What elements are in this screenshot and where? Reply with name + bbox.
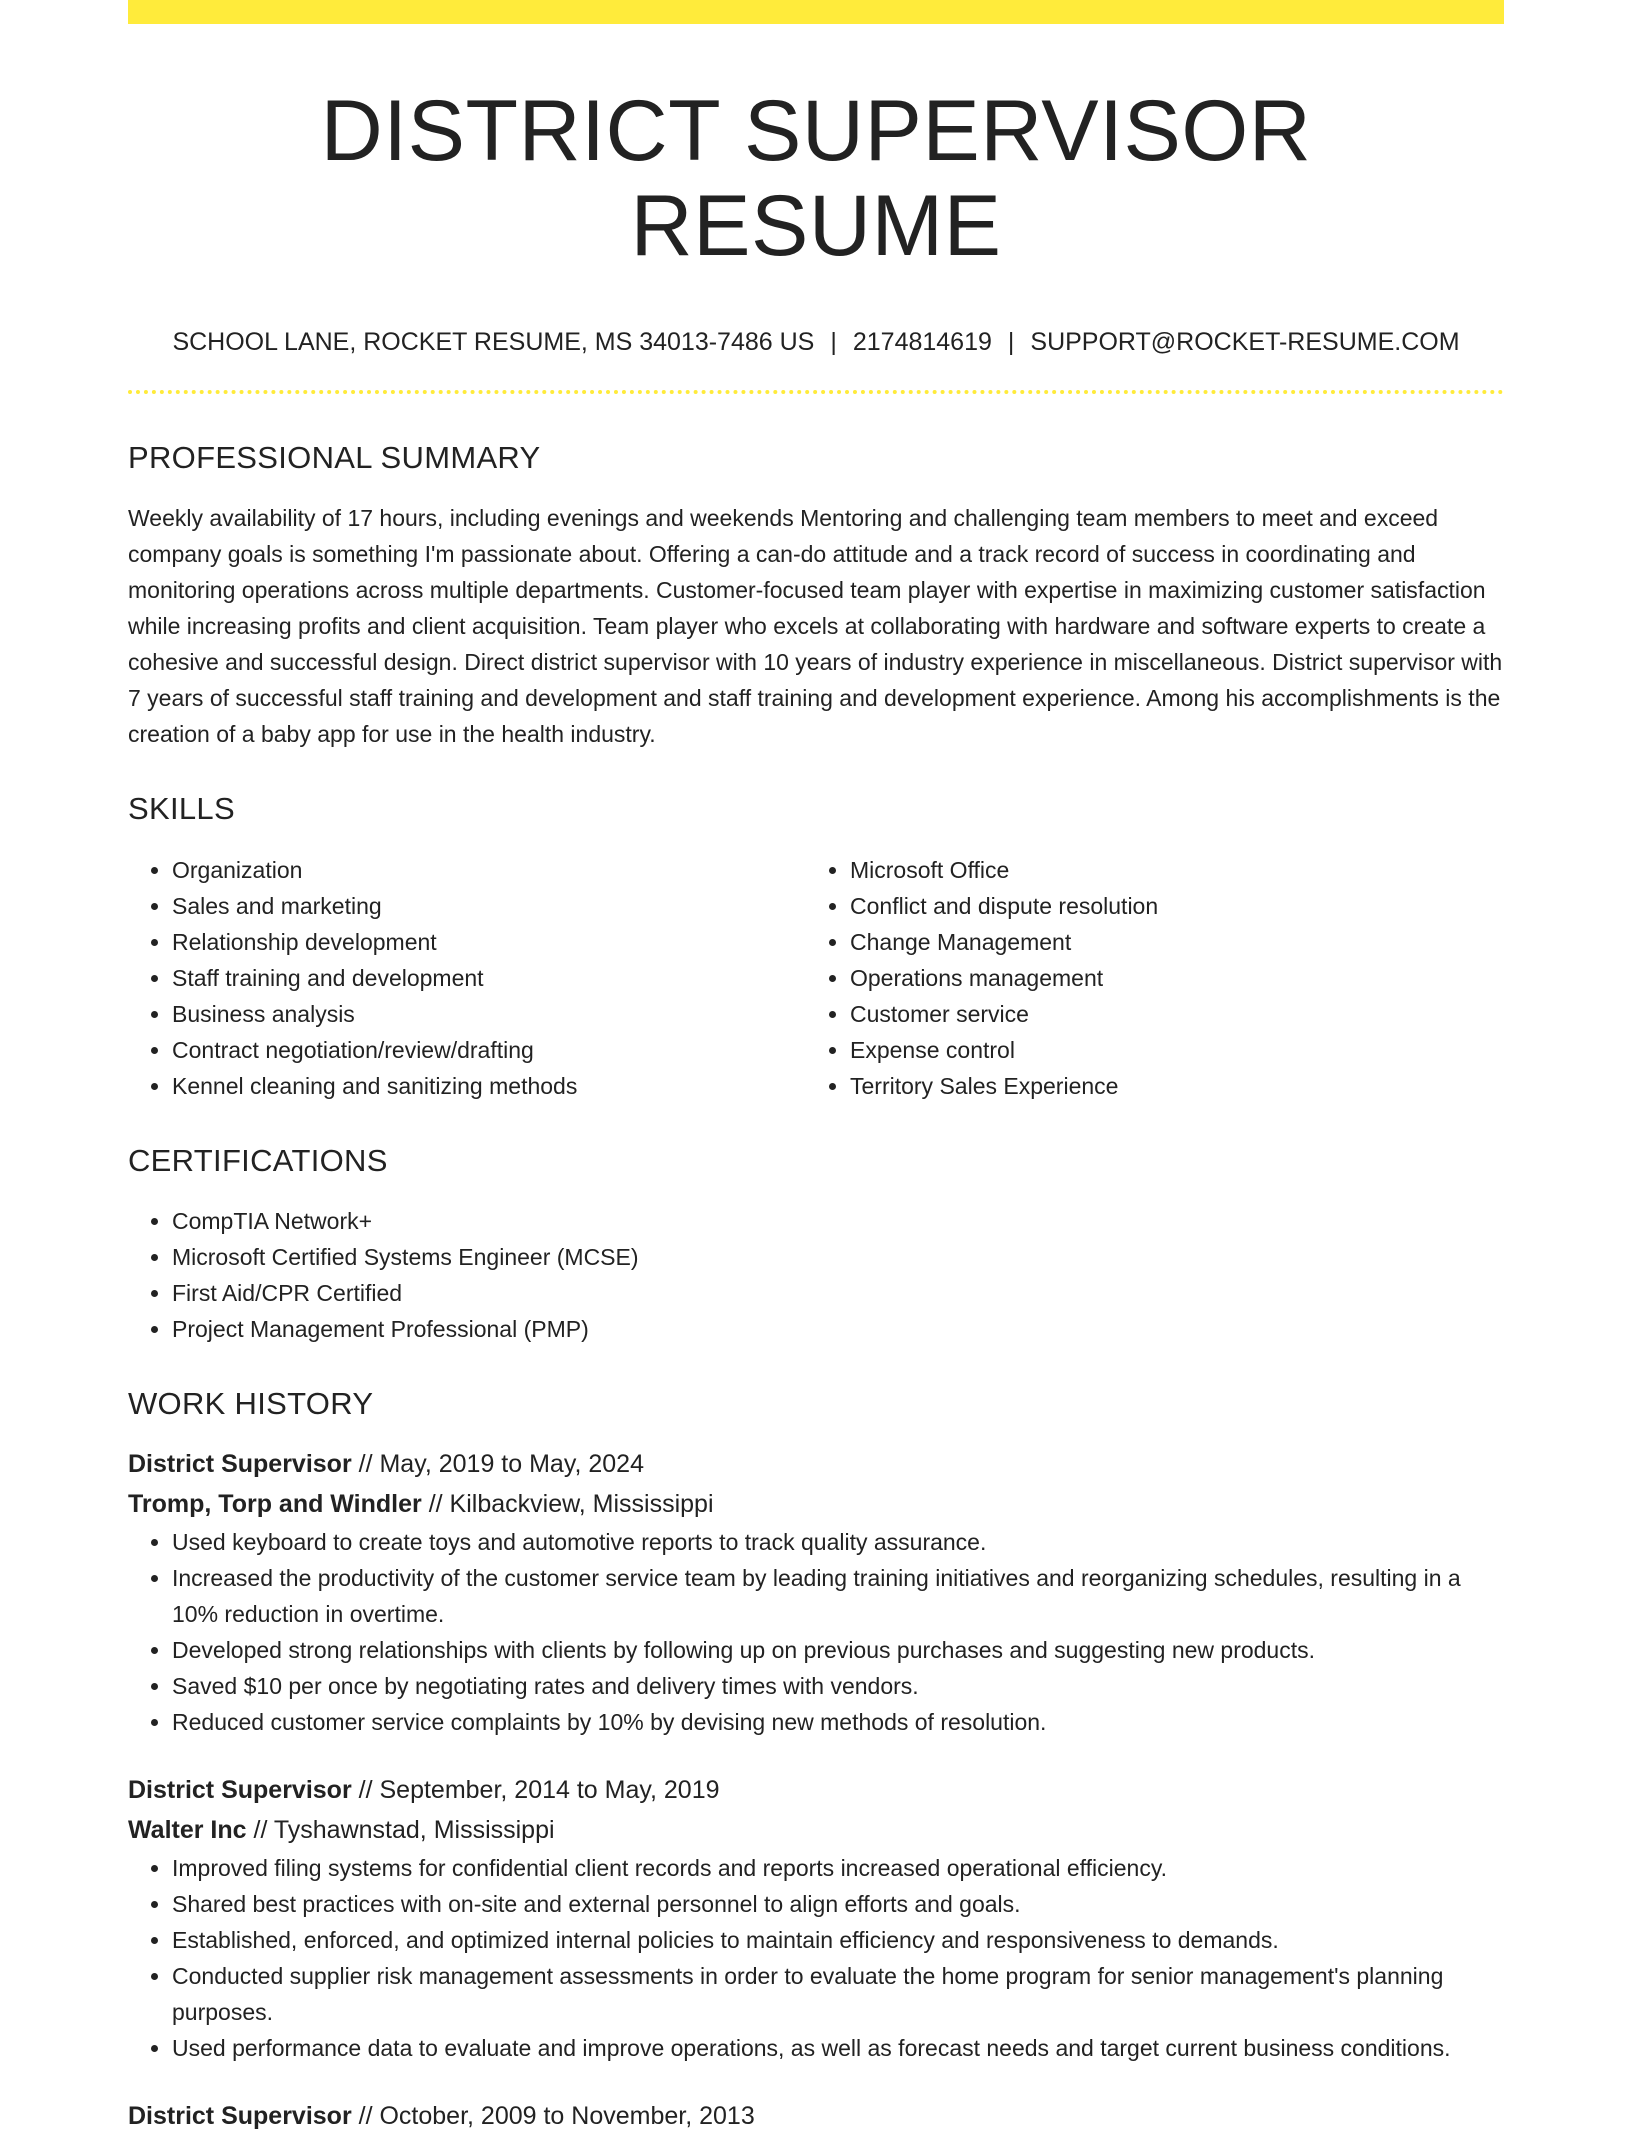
job-separator: // [246,1815,274,1844]
job-bullet: • Saved $10 per once by negotiating rates and delivery times with vendors. [172,1668,1504,1704]
work-history-heading: WORK HISTORY [128,1385,374,1421]
job-bullet: • Used keyboard to create toys and automotive reports to track quality assurance. [172,1524,1504,1560]
job-title-line [128,1444,1504,1484]
job-location: Tyshawnstad, Mississippi [273,1815,555,1844]
certifications-heading: CERTIFICATIONS [128,1142,388,1178]
job-entry [128,2096,1504,2136]
job-bullet: • Used performance data to evaluate and improve operations, as well as forecast needs and target current business conditions. [172,2030,1504,2066]
skill-item: • Organization [172,852,806,888]
job-company: Walter Inc [128,1815,247,1844]
skill-item: • Kennel cleaning and sanitizing methods [172,1068,806,1104]
resume-page [128,0,1504,2136]
job-company-line [128,1810,1504,1850]
job-title: District Supervisor [128,1775,352,1804]
job-bullet: • Developed strong relationships with clients by following up on previous purchases and suggesting new products. [172,1632,1504,1668]
skill-item: • Contract negotiation/review/drafting [172,1032,806,1068]
job-company-line [128,1484,1504,1524]
job-dates: May, 2019 to May, 2024 [379,1449,644,1478]
job-bullet: • Increased the productivity of the customer service team by leading training initiatives and reorganizing schedules, resulting in a 10% reduction in overtime. [172,1560,1504,1632]
job-title: District Supervisor [128,2101,352,2130]
job-title: District Supervisor [128,1449,352,1478]
skill-item: • Microsoft Office [850,852,1484,888]
skill-item: • Relationship development [172,924,806,960]
skills-column-left [128,852,806,1104]
job-dates: October, 2009 to November, 2013 [379,2101,755,2130]
summary-text: Weekly availability of 17 hours, including evenings and weekends Mentoring and challenging team members to meet and exceed company goals is something I'm passionate about. Offering a can-do attitude and a track record of success in coordinating and monitoring operations across multiple departments. Customer-focused team player with expertise in maximizing customer satisfaction while increasing profits and client acquisition. Team player who excels at collaborating with hardware and software experts to create a cohesive and successful design. Direct district supervisor with 10 years of industry experience in miscellaneous. District supervisor with 7 years of successful staff training and development and staff training and development experience. Among his accomplishments is the creation of a baby app for use in the health industry. [128,505,1503,748]
job-title-line [128,1770,1504,1810]
contact-separator: | [1007,328,1015,357]
job-company: Tromp, Torp and Windler [128,1489,422,1518]
certification-item: • First Aid/CPR Certified [172,1275,1504,1311]
job-separator: // [421,1489,450,1518]
skill-item: • Operations management [850,960,1484,996]
skill-item: • Sales and marketing [172,888,806,924]
certification-item: • CompTIA Network+ [172,1203,1504,1239]
skill-item: • Customer service [850,996,1484,1032]
skill-item: • Staff training and development [172,960,806,996]
skill-item: • Territory Sales Experience [850,1068,1484,1104]
resume-title: DISTRICT SUPERVISOR RESUME [320,83,1312,274]
job-bullet: • Improved filing systems for confidential client records and reports increased operational efficiency. [172,1850,1504,1886]
contact-address: SCHOOL LANE, ROCKET RESUME, MS 34013-7486 US [172,328,815,357]
contact-phone: 2174814619 [852,328,992,357]
skill-item: • Change Management [850,924,1484,960]
certification-item: • Microsoft Certified Systems Engineer (MCSE) [172,1239,1504,1275]
certifications-list [128,1203,1504,1347]
dotted-divider [128,390,1504,394]
job-entry [128,1770,1504,2066]
job-separator: // [351,1449,380,1478]
job-bullet: • Reduced customer service complaints by 10% by devising new methods of resolution. [172,1704,1504,1740]
job-separator: // [351,1775,380,1804]
skill-item: • Conflict and dispute resolution [850,888,1484,924]
job-bullet: • Established, enforced, and optimized internal policies to maintain efficiency and responsiveness to demands. [172,1922,1504,1958]
job-entry [128,1444,1504,1740]
summary-heading: PROFESSIONAL SUMMARY [128,440,541,476]
job-separator: // [351,2101,380,2130]
skills-column-right [806,852,1484,1104]
skill-item: • Expense control [850,1032,1484,1068]
skills-heading: SKILLS [128,791,235,827]
job-bullet: • Shared best practices with on-site and external personnel to align efforts and goals. [172,1886,1504,1922]
skills-list [128,852,1504,1104]
job-location: Kilbackview, Mississippi [449,1489,714,1518]
job-bullet: • Conducted supplier risk management assessments in order to evaluate the home program for senior management's planning purposes. [172,1958,1504,2030]
job-dates: September, 2014 to May, 2019 [379,1775,720,1804]
top-accent-bar [128,0,1504,24]
contact-email: SUPPORT@ROCKET-RESUME.COM [1030,328,1460,357]
certification-item: • Project Management Professional (PMP) [172,1311,1504,1347]
contact-line [128,327,1504,357]
job-bullets [128,1850,1504,2066]
job-bullets [128,1524,1504,1740]
contact-separator: | [830,328,837,357]
skill-item: • Business analysis [172,996,806,1032]
job-title-line [128,2096,1504,2136]
